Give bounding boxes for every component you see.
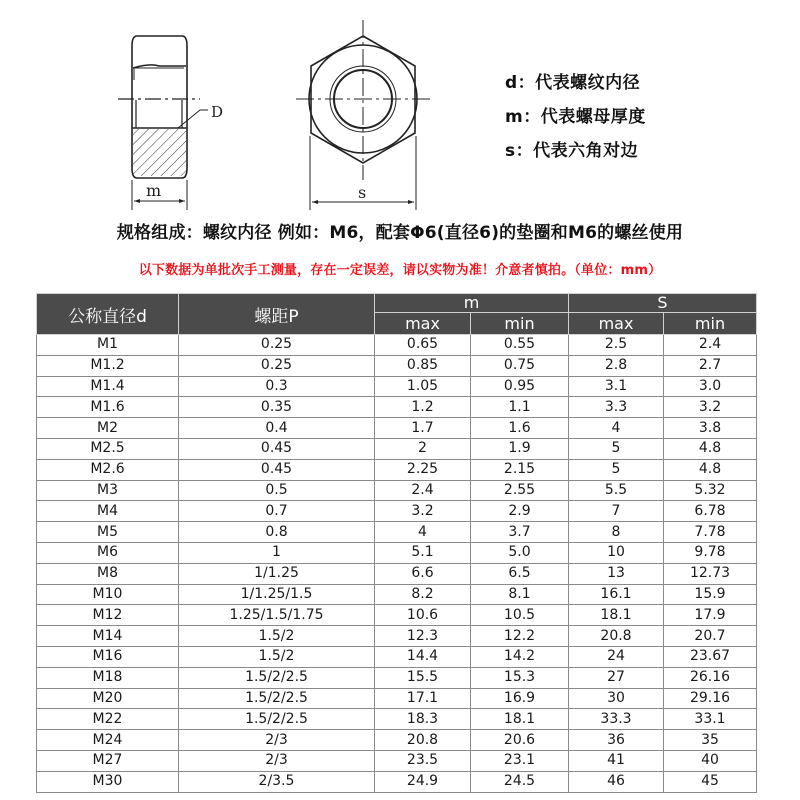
cell-m-max: 18.3 bbox=[375, 709, 471, 730]
cell-m-max: 20.8 bbox=[375, 730, 471, 751]
cell-s-max: 2.5 bbox=[569, 335, 664, 356]
header-m-group: m bbox=[375, 294, 569, 313]
cell-s-max: 5 bbox=[569, 438, 664, 459]
cell-m-min: 5.0 bbox=[471, 542, 569, 563]
table-row bbox=[37, 563, 757, 584]
cell-m-min: 8.1 bbox=[471, 584, 569, 605]
cell-pitch: 1.5/2 bbox=[179, 646, 375, 667]
table-row bbox=[37, 584, 757, 605]
cell-s-min: 33.1 bbox=[664, 709, 757, 730]
cell-m-min: 24.5 bbox=[471, 771, 569, 792]
cell-nominal-diameter: M2 bbox=[37, 418, 179, 439]
cell-s-min: 6.78 bbox=[664, 501, 757, 522]
cell-s-max: 3.3 bbox=[569, 397, 664, 418]
cell-s-min: 23.67 bbox=[664, 646, 757, 667]
cell-s-min: 29.16 bbox=[664, 688, 757, 709]
cell-nominal-diameter: M3 bbox=[37, 480, 179, 501]
cell-m-min: 2.15 bbox=[471, 459, 569, 480]
cell-s-min: 17.9 bbox=[664, 605, 757, 626]
cell-m-max: 17.1 bbox=[375, 688, 471, 709]
header-s-max: max bbox=[569, 313, 664, 335]
cell-m-max: 2 bbox=[375, 438, 471, 459]
cell-s-min: 2.7 bbox=[664, 355, 757, 376]
cell-pitch: 0.45 bbox=[179, 459, 375, 480]
cell-pitch: 1 bbox=[179, 542, 375, 563]
cell-pitch: 2/3 bbox=[179, 750, 375, 771]
cell-s-min: 15.9 bbox=[664, 584, 757, 605]
cell-pitch: 1.5/2/2.5 bbox=[179, 667, 375, 688]
cell-pitch: 0.3 bbox=[179, 376, 375, 397]
cell-m-min: 2.9 bbox=[471, 501, 569, 522]
cell-nominal-diameter: M5 bbox=[37, 522, 179, 543]
cell-s-max: 16.1 bbox=[569, 584, 664, 605]
cell-pitch: 0.25 bbox=[179, 355, 375, 376]
table-row bbox=[37, 501, 757, 522]
cell-pitch: 2/3 bbox=[179, 730, 375, 751]
cell-m-min: 10.5 bbox=[471, 605, 569, 626]
cell-m-max: 1.2 bbox=[375, 397, 471, 418]
cell-pitch: 0.5 bbox=[179, 480, 375, 501]
cell-s-max: 7 bbox=[569, 501, 664, 522]
cell-m-max: 3.2 bbox=[375, 501, 471, 522]
header-nominal-diameter: 公称直径d bbox=[37, 294, 179, 335]
header-s-group: S bbox=[569, 294, 757, 313]
table-row bbox=[37, 459, 757, 480]
cell-m-max: 14.4 bbox=[375, 646, 471, 667]
cell-s-min: 3.2 bbox=[664, 397, 757, 418]
legend-item-s: s：代表六角对边 bbox=[505, 141, 639, 161]
cell-m-min: 0.55 bbox=[471, 335, 569, 356]
cell-nominal-diameter: M10 bbox=[37, 584, 179, 605]
table-row bbox=[37, 771, 757, 792]
cell-m-min: 23.1 bbox=[471, 750, 569, 771]
cell-s-max: 5 bbox=[569, 459, 664, 480]
cell-m-min: 14.2 bbox=[471, 646, 569, 667]
cell-nominal-diameter: M12 bbox=[37, 605, 179, 626]
cell-m-max: 0.65 bbox=[375, 335, 471, 356]
cell-m-min: 1.1 bbox=[471, 397, 569, 418]
cell-s-min: 4.8 bbox=[664, 459, 757, 480]
cell-nominal-diameter: M1.6 bbox=[37, 397, 179, 418]
cell-s-min: 40 bbox=[664, 750, 757, 771]
header-s-min: min bbox=[664, 313, 757, 335]
cell-s-min: 3.8 bbox=[664, 418, 757, 439]
table-row bbox=[37, 646, 757, 667]
cell-m-max: 2.4 bbox=[375, 480, 471, 501]
cell-m-max: 24.9 bbox=[375, 771, 471, 792]
cell-s-max: 5.5 bbox=[569, 480, 664, 501]
table-row bbox=[37, 480, 757, 501]
cell-pitch: 0.45 bbox=[179, 438, 375, 459]
legend-item-m: m：代表螺母厚度 bbox=[505, 107, 646, 127]
cell-m-max: 8.2 bbox=[375, 584, 471, 605]
cell-m-max: 6.6 bbox=[375, 563, 471, 584]
hatched-section bbox=[133, 129, 186, 176]
cell-pitch: 1.5/2/2.5 bbox=[179, 709, 375, 730]
table-row bbox=[37, 626, 757, 647]
cell-s-min: 45 bbox=[664, 771, 757, 792]
cell-m-min: 20.6 bbox=[471, 730, 569, 751]
cell-m-min: 0.75 bbox=[471, 355, 569, 376]
cell-pitch: 1.5/2 bbox=[179, 626, 375, 647]
table-row bbox=[37, 355, 757, 376]
cell-m-min: 1.9 bbox=[471, 438, 569, 459]
cell-nominal-diameter: M1 bbox=[37, 335, 179, 356]
cell-pitch: 1/1.25/1.5 bbox=[179, 584, 375, 605]
cell-m-min: 15.3 bbox=[471, 667, 569, 688]
cell-m-min: 1.6 bbox=[471, 418, 569, 439]
cell-nominal-diameter: M22 bbox=[37, 709, 179, 730]
cell-s-min: 7.78 bbox=[664, 522, 757, 543]
cell-pitch: 0.4 bbox=[179, 418, 375, 439]
table-row bbox=[37, 335, 757, 356]
header-m-max: max bbox=[375, 313, 471, 335]
cell-s-max: 18.1 bbox=[569, 605, 664, 626]
cell-m-min: 3.7 bbox=[471, 522, 569, 543]
cell-m-max: 5.1 bbox=[375, 542, 471, 563]
cell-nominal-diameter: M27 bbox=[37, 750, 179, 771]
cell-s-max: 36 bbox=[569, 730, 664, 751]
cell-s-max: 27 bbox=[569, 667, 664, 688]
table-row bbox=[37, 688, 757, 709]
cell-nominal-diameter: M18 bbox=[37, 667, 179, 688]
cell-nominal-diameter: M14 bbox=[37, 626, 179, 647]
cell-s-min: 4.8 bbox=[664, 438, 757, 459]
cell-nominal-diameter: M16 bbox=[37, 646, 179, 667]
cell-s-min: 12.73 bbox=[664, 563, 757, 584]
cell-pitch: 0.35 bbox=[179, 397, 375, 418]
cell-m-min: 18.1 bbox=[471, 709, 569, 730]
cell-nominal-diameter: M1.4 bbox=[37, 376, 179, 397]
cell-nominal-diameter: M2.5 bbox=[37, 438, 179, 459]
cell-m-min: 12.2 bbox=[471, 626, 569, 647]
table-row bbox=[37, 418, 757, 439]
cell-m-max: 23.5 bbox=[375, 750, 471, 771]
cell-s-max: 2.8 bbox=[569, 355, 664, 376]
thread-label-d: D bbox=[211, 103, 224, 121]
table-row bbox=[37, 542, 757, 563]
cell-pitch: 1.5/2/2.5 bbox=[179, 688, 375, 709]
cell-s-min: 20.7 bbox=[664, 626, 757, 647]
hex-nut-technical-drawing bbox=[0, 0, 480, 215]
cell-pitch: 2/3.5 bbox=[179, 771, 375, 792]
cell-pitch: 1.25/1.5/1.75 bbox=[179, 605, 375, 626]
cell-s-min: 5.32 bbox=[664, 480, 757, 501]
table-row bbox=[37, 605, 757, 626]
dimension-label-m: m bbox=[146, 181, 162, 200]
table-row bbox=[37, 730, 757, 751]
cell-pitch: 0.8 bbox=[179, 522, 375, 543]
cell-m-max: 0.85 bbox=[375, 355, 471, 376]
cell-s-min: 35 bbox=[664, 730, 757, 751]
cell-m-max: 1.7 bbox=[375, 418, 471, 439]
cell-s-min: 26.16 bbox=[664, 667, 757, 688]
hex-nut-size-table bbox=[36, 293, 757, 793]
table-row bbox=[37, 438, 757, 459]
cell-m-max: 15.5 bbox=[375, 667, 471, 688]
cell-s-max: 8 bbox=[569, 522, 664, 543]
cell-s-max: 3.1 bbox=[569, 376, 664, 397]
cell-s-max: 33.3 bbox=[569, 709, 664, 730]
table-body bbox=[37, 335, 757, 793]
table-row bbox=[37, 522, 757, 543]
table-row bbox=[37, 709, 757, 730]
cell-m-max: 1.05 bbox=[375, 376, 471, 397]
cell-s-min: 9.78 bbox=[664, 542, 757, 563]
header-m-min: min bbox=[471, 313, 569, 335]
cell-nominal-diameter: M8 bbox=[37, 563, 179, 584]
table-row bbox=[37, 376, 757, 397]
cell-m-max: 4 bbox=[375, 522, 471, 543]
cell-nominal-diameter: M6 bbox=[37, 542, 179, 563]
cell-s-max: 41 bbox=[569, 750, 664, 771]
cell-nominal-diameter: M30 bbox=[37, 771, 179, 792]
cell-nominal-diameter: M20 bbox=[37, 688, 179, 709]
cell-s-max: 24 bbox=[569, 646, 664, 667]
cell-s-max: 10 bbox=[569, 542, 664, 563]
table-row bbox=[37, 750, 757, 771]
cell-s-min: 2.4 bbox=[664, 335, 757, 356]
cell-m-max: 2.25 bbox=[375, 459, 471, 480]
header-pitch: 螺距P bbox=[179, 294, 375, 335]
dimension-legend bbox=[505, 66, 765, 168]
cell-nominal-diameter: M2.6 bbox=[37, 459, 179, 480]
dimension-label-s: s bbox=[358, 183, 367, 202]
cell-nominal-diameter: M4 bbox=[37, 501, 179, 522]
table-row bbox=[37, 397, 757, 418]
cell-s-max: 20.8 bbox=[569, 626, 664, 647]
cell-s-max: 4 bbox=[569, 418, 664, 439]
cell-pitch: 0.7 bbox=[179, 501, 375, 522]
legend-item-d: d：代表螺纹内径 bbox=[505, 73, 641, 93]
cell-m-max: 10.6 bbox=[375, 605, 471, 626]
cell-m-min: 0.95 bbox=[471, 376, 569, 397]
cell-m-min: 6.5 bbox=[471, 563, 569, 584]
measurement-disclaimer: 以下数据为单批次手工测量，存在一定误差，请以实物为准！介意者慎拍。（单位：mm） bbox=[138, 263, 662, 278]
cell-s-max: 13 bbox=[569, 563, 664, 584]
specification-note: 规格组成：螺纹内径 例如：M6，配套Φ6(直径6)的垫圈和M6的螺丝使用 bbox=[116, 223, 684, 243]
cell-nominal-diameter: M1.2 bbox=[37, 355, 179, 376]
cell-s-min: 3.0 bbox=[664, 376, 757, 397]
cell-s-max: 46 bbox=[569, 771, 664, 792]
cell-pitch: 0.25 bbox=[179, 335, 375, 356]
cell-nominal-diameter: M24 bbox=[37, 730, 179, 751]
cell-s-max: 30 bbox=[569, 688, 664, 709]
cell-pitch: 1/1.25 bbox=[179, 563, 375, 584]
table-row bbox=[37, 667, 757, 688]
cell-m-min: 16.9 bbox=[471, 688, 569, 709]
cell-m-max: 12.3 bbox=[375, 626, 471, 647]
cell-m-min: 2.55 bbox=[471, 480, 569, 501]
